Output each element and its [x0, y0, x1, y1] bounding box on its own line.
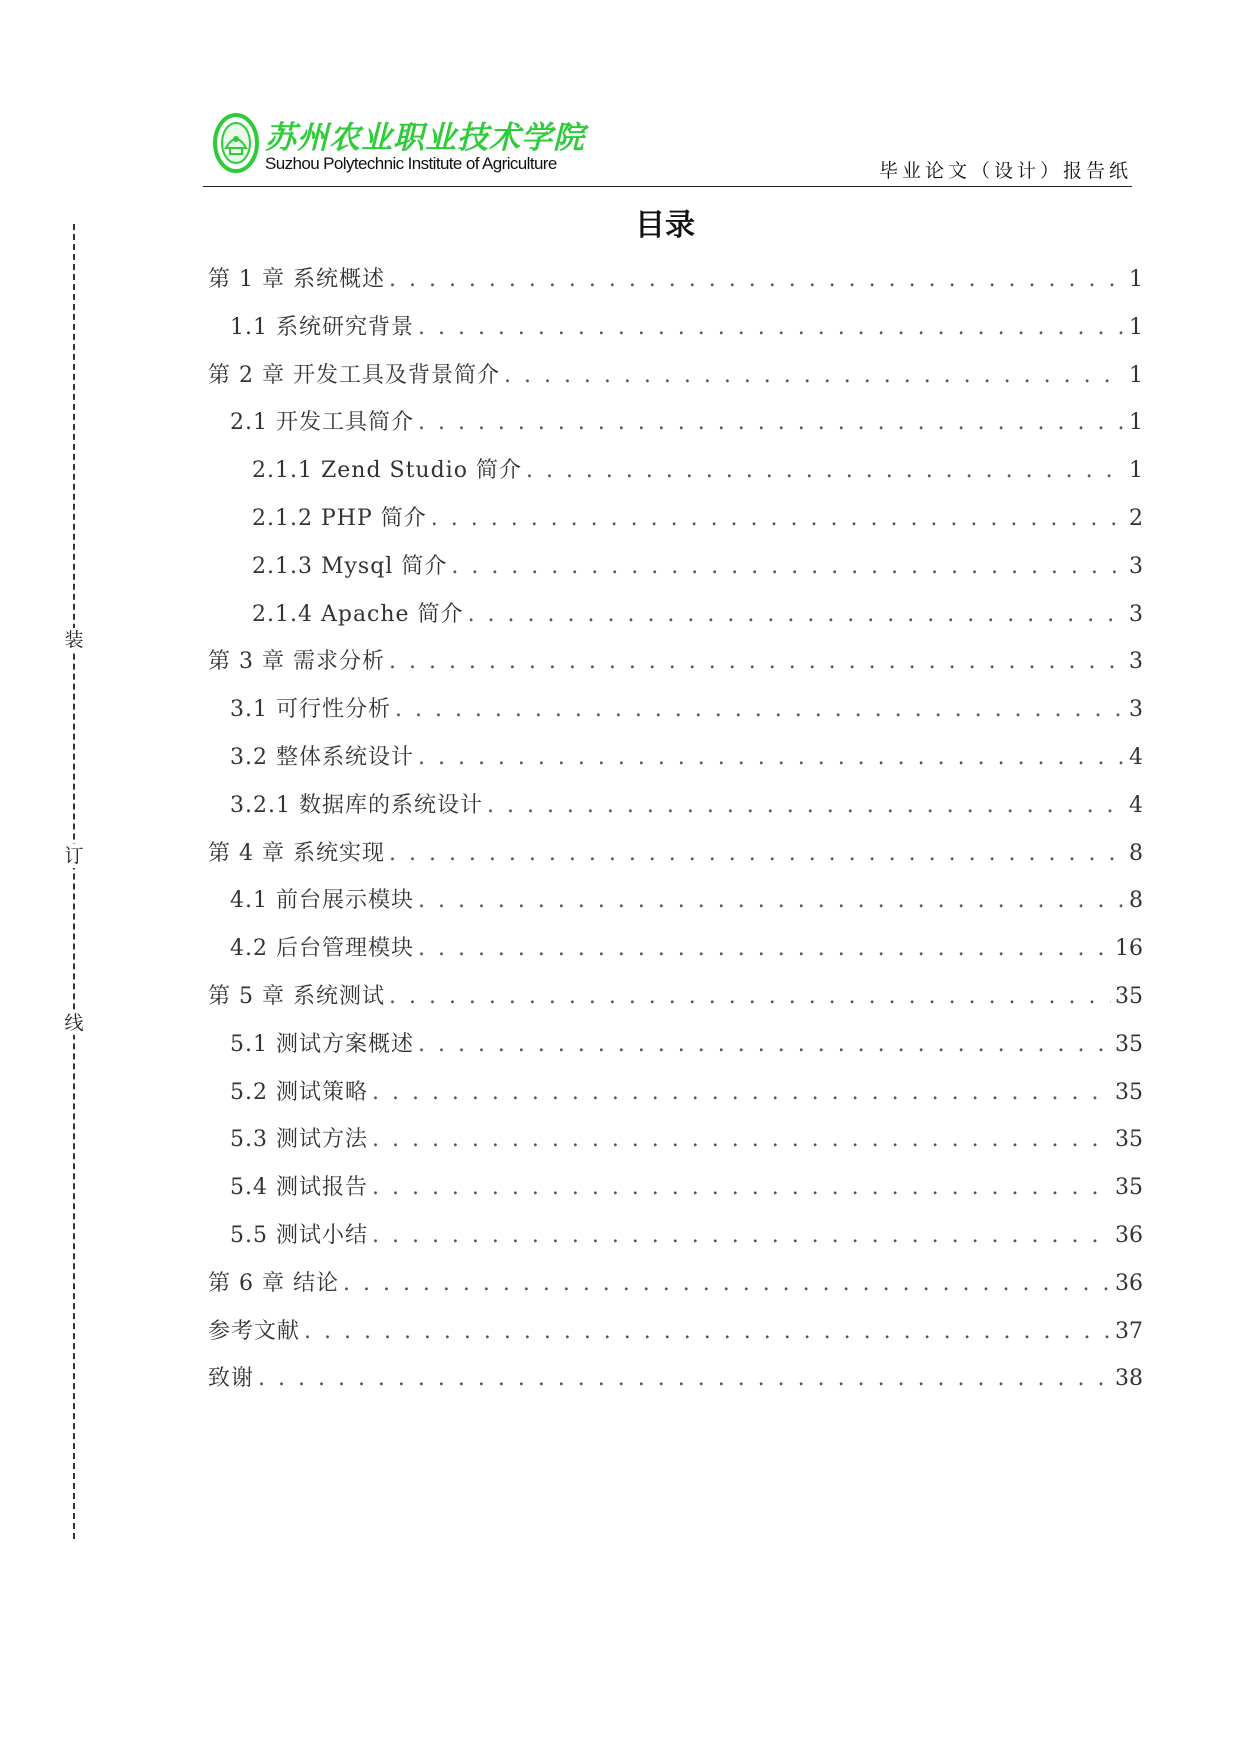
toc-dot-leader — [372, 1080, 1111, 1105]
toc-dot-leader — [372, 1127, 1111, 1152]
toc-dot-leader — [372, 1223, 1111, 1248]
toc-entry[interactable] — [208, 1218, 1143, 1266]
toc-entry[interactable] — [208, 692, 1143, 740]
toc-entry-label: 5.2 测试策略 — [230, 1079, 368, 1105]
toc-dot-leader — [258, 1366, 1111, 1391]
toc-entry-label: 1.1 系统研究背景 — [230, 314, 414, 340]
toc-entry-page-number: 1 — [1129, 362, 1143, 388]
school-emblem-icon — [213, 112, 259, 174]
toc-dot-leader — [451, 554, 1125, 579]
toc-entry-label: 2.1.2 PHP 简介 — [252, 505, 427, 531]
binding-char-zhuang: 装 — [64, 629, 84, 651]
toc-entry-page-number: 36 — [1115, 1222, 1143, 1248]
toc-dot-leader — [389, 984, 1111, 1009]
toc-dot-leader — [389, 267, 1125, 292]
toc-entry-label: 3.1 可行性分析 — [230, 697, 391, 723]
toc-entry-label: 第 5 章 系统测试 — [208, 983, 385, 1009]
toc-entry[interactable] — [208, 644, 1143, 692]
toc-entry-page-number: 35 — [1115, 1127, 1143, 1153]
toc-entry-label: 2.1.4 Apache 简介 — [252, 601, 464, 627]
toc-entry-label: 第 1 章 系统概述 — [208, 267, 385, 292]
toc-entry-page-number: 35 — [1115, 1175, 1143, 1201]
toc-entry-label: 第 2 章 开发工具及背景简介 — [208, 362, 500, 388]
toc-entry-label: 4.2 后台管理模块 — [230, 936, 414, 962]
toc-entry-page-number: 3 — [1129, 649, 1143, 675]
toc-entry-page-number: 8 — [1129, 888, 1143, 914]
toc-entry-label: 第 3 章 需求分析 — [208, 649, 385, 675]
toc-entry-page-number: 3 — [1129, 697, 1143, 723]
toc-entry-page-number: 16 — [1115, 936, 1143, 962]
school-name-cn: 苏州农业职业技术学院 — [265, 120, 585, 156]
toc-dot-leader — [389, 649, 1125, 674]
toc-entry-label: 2.1.3 Mysql 简介 — [252, 553, 448, 579]
toc-entry[interactable] — [208, 549, 1143, 597]
toc-entry-label: 5.4 测试报告 — [230, 1175, 368, 1201]
toc-dot-leader — [418, 888, 1125, 913]
toc-entry-page-number: 1 — [1129, 314, 1143, 340]
toc-entry-label: 致谢 — [208, 1366, 255, 1392]
toc-entry-page-number: 35 — [1115, 1031, 1143, 1057]
toc-entry-label: 5.1 测试方案概述 — [230, 1031, 414, 1057]
toc-entry-label: 第 6 章 结论 — [208, 1270, 339, 1296]
toc-entry-label: 2.1 开发工具简介 — [230, 410, 414, 436]
toc-entry-label: 5.5 测试小结 — [230, 1222, 368, 1248]
toc-entry[interactable] — [208, 453, 1143, 501]
header-divider — [203, 186, 1132, 187]
toc-entry-page-number: 37 — [1115, 1318, 1143, 1344]
toc-entry-label: 3.2.1 数据库的系统设计 — [230, 792, 483, 818]
toc-entry[interactable] — [208, 1027, 1143, 1075]
toc-entry[interactable] — [208, 931, 1143, 979]
toc-entry-page-number: 35 — [1115, 1079, 1143, 1105]
toc-entry[interactable] — [208, 1361, 1143, 1409]
toc-entry[interactable] — [208, 358, 1143, 406]
toc-entry[interactable] — [208, 1170, 1143, 1218]
page-title: 目录 — [635, 208, 695, 243]
toc-entry[interactable] — [208, 501, 1143, 549]
toc-entry[interactable] — [208, 836, 1143, 884]
page-header — [203, 108, 1132, 188]
toc-entry-page-number: 35 — [1115, 983, 1143, 1009]
binding-char-xian: 线 — [64, 1012, 84, 1034]
toc-entry[interactable] — [208, 310, 1143, 358]
toc-entry[interactable] — [208, 883, 1143, 931]
toc-entry-label: 3.2 整体系统设计 — [230, 744, 414, 770]
toc-entry-page-number: 1 — [1129, 410, 1143, 436]
toc-entry[interactable] — [208, 740, 1143, 788]
toc-dot-leader — [504, 363, 1125, 388]
toc-dot-leader — [304, 1319, 1111, 1344]
toc-entry-label: 参考文献 — [208, 1318, 301, 1344]
paper-label: 毕业论文（设计）报告纸 — [878, 160, 1132, 182]
toc-dot-leader — [418, 410, 1125, 435]
toc-entry[interactable] — [208, 597, 1143, 645]
toc-entry[interactable] — [208, 979, 1143, 1027]
toc-entry-label: 4.1 前台展示模块 — [230, 888, 414, 914]
toc-dot-leader — [468, 602, 1125, 627]
toc-dot-leader — [418, 745, 1125, 770]
toc-entry-page-number: 38 — [1115, 1366, 1143, 1392]
toc-dot-leader — [418, 936, 1111, 961]
toc-dot-leader — [389, 841, 1125, 866]
toc-dot-leader — [372, 1175, 1111, 1200]
toc-entry-label: 2.1.1 Zend Studio 简介 — [252, 458, 522, 484]
toc-entry[interactable] — [208, 1266, 1143, 1314]
toc-entry[interactable] — [208, 405, 1143, 453]
toc-entry-page-number: 3 — [1129, 553, 1143, 579]
toc-dot-leader — [343, 1271, 1111, 1296]
toc-entry[interactable] — [208, 788, 1143, 836]
toc-entry-label: 第 4 章 系统实现 — [208, 840, 385, 866]
school-name-en: Suzhou Polytechnic Institute of Agriculture — [265, 154, 557, 173]
table-of-contents — [208, 262, 1143, 1409]
toc-entry-page-number: 3 — [1129, 601, 1143, 627]
toc-entry-page-number: 1 — [1129, 267, 1143, 292]
toc-dot-leader — [431, 506, 1125, 531]
toc-dot-leader — [418, 315, 1125, 340]
toc-entry[interactable] — [208, 1122, 1143, 1170]
toc-entry-page-number: 4 — [1129, 792, 1143, 818]
toc-entry-label: 5.3 测试方法 — [230, 1127, 368, 1153]
toc-dot-leader — [395, 697, 1125, 722]
toc-entry-page-number: 36 — [1115, 1270, 1143, 1296]
toc-entry-page-number: 8 — [1129, 840, 1143, 866]
binding-char-ding: 订 — [64, 845, 84, 867]
toc-dot-leader — [487, 793, 1125, 818]
toc-entry[interactable] — [208, 1314, 1143, 1362]
toc-entry[interactable] — [208, 1075, 1143, 1123]
toc-entry-page-number: 2 — [1129, 505, 1143, 531]
toc-entry[interactable] — [208, 262, 1143, 310]
toc-dot-leader — [526, 458, 1125, 483]
binding-dashed-line — [73, 224, 75, 1539]
toc-entry-page-number: 4 — [1129, 744, 1143, 770]
toc-dot-leader — [418, 1032, 1111, 1057]
toc-entry-page-number: 1 — [1129, 458, 1143, 484]
